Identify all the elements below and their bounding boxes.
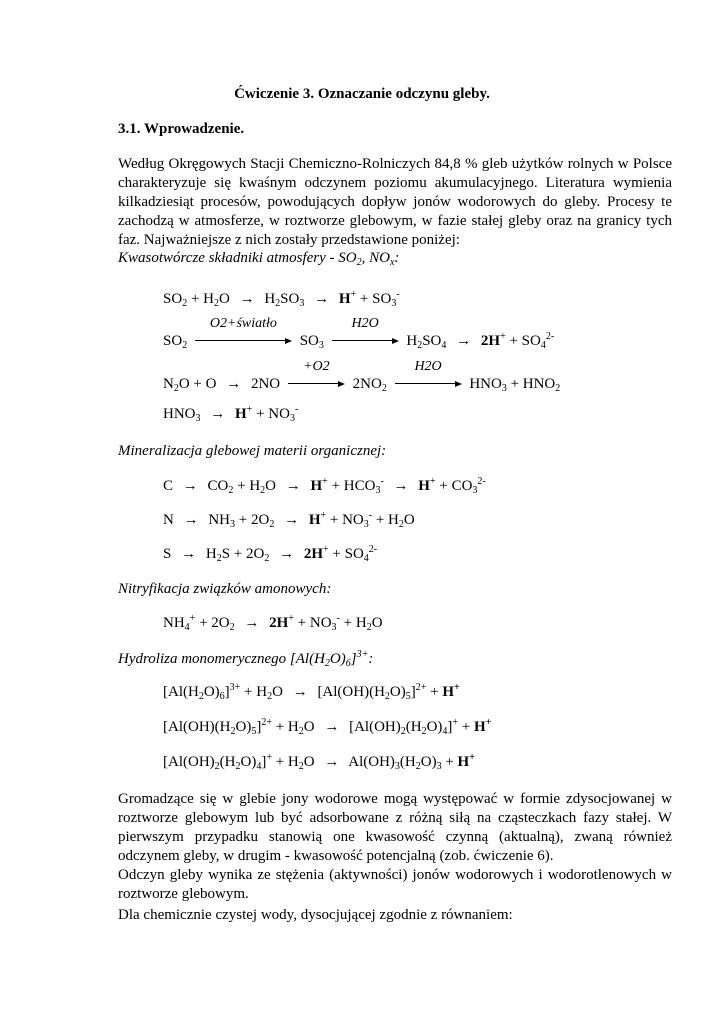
intro-paragraph: Według Okręgowych Stacji Chemiczno-Rolniczych 84,8 % gleb użytków rolnych w Polsce charakteryzuje się kwaśnym odczynem poziomu akumulacyjnego. Literatura wymienia kilkadziesiąt procesów, powodujących dopływ jonów wodorowych do gleby. Procesy te zachodzą w atmosferze, w roztworze glebowym, w fazie stałej gleby oraz na granicy tych faz. Najważniejsze z nich zostały przedstawione poniżej: bbox=[118, 156, 672, 248]
reaction-arrow bbox=[195, 316, 292, 350]
equation-carbon: $C \to CO_2 + H_2O \to H^+ + HCO_3^- \to H^+ + CO_3^{2-}$ bbox=[163, 476, 486, 496]
arrow-label: +O2 bbox=[303, 359, 330, 374]
paragraph-soil-reaction: Odczyn gleby wynika ze stężenia (aktywności) jonów wodorowych i wodorotlenowych w roztworze glebowym. bbox=[118, 867, 672, 902]
equation-nitrogen: $N \to NH_3 + 2O_2 \to H^+ + NO_3^- + H_2O$ bbox=[163, 510, 415, 530]
equation-hydrolysis-3: $[Al(OH)_2(H_2O)_4]^+ + H_2O \to Al(OH)_3(H_2O)_3 + H^+$ bbox=[163, 752, 475, 772]
arrow-label: H2O bbox=[414, 359, 442, 374]
subheading-nitrification: Nitryfikacja związków amonowych: bbox=[118, 581, 332, 597]
reaction-arrow bbox=[395, 359, 462, 393]
subheading-hydrolysis: Hydroliza monomerycznego $[Al(H_2O)_6]^{3+}$: bbox=[118, 649, 374, 669]
equation-ammonium: $NH_4^+ + 2O_2 \to 2H^+ + NO_3^- + H_2O$ bbox=[163, 613, 383, 633]
section-heading: 3.1. Wprowadzenie. bbox=[118, 121, 245, 137]
arrow-label: H2O bbox=[351, 316, 379, 331]
equation-n2o-oxidation: $N_2O + O \to 2NO$ +O2 $2NO_2$ H2O $HNO_3 + HNO_2$ bbox=[163, 359, 561, 394]
paragraph-hydrogen-ions: Gromadzące się w glebie jony wodorowe mogą występować w formie zdysocjowanej w roztworze glebowym lub być adsorbowane z różną siłą na cząsteczkach fazy stałej. W pierwszym przypadku stanowią one kwasowość czynną (aktualną), zwaną również odczynem gleby, w drugim - kwasowość potencjalną (zob. ćwiczenie 6). bbox=[118, 791, 672, 864]
equation-hydrolysis-1: $[Al(H_2O)_6]^{3+} + H_2O \to [Al(OH)(H_2O)_5]^{2+} + H^+$ bbox=[163, 682, 460, 702]
subheading-mineralization: Mineralizacja glebowej materii organicznej: bbox=[118, 443, 387, 459]
equation-so2-oxidation: $SO_2$ O2+światło $SO_3$ H2O $H_2SO_4 \to 2H^+ + SO_4^{2-}$ bbox=[163, 316, 555, 351]
equation-sulfur: $S \to H_2S + 2O_2 \to 2H^+ + SO_4^{2-}$ bbox=[163, 544, 378, 564]
equation-hno3-dissociation: $HNO_3 \to H^+ + NO_3^-$ bbox=[163, 404, 299, 424]
arrow-label: O2+światło bbox=[209, 316, 277, 331]
reaction-arrow bbox=[332, 316, 399, 350]
reaction-arrow bbox=[288, 359, 345, 393]
paragraph-pure-water: Dla chemicznie czystej wody, dysocjującej zgodnie z równaniem: bbox=[118, 907, 513, 923]
equation-so2-hydration: $SO_2 + H_2O \to H_2SO_3 \to H^+ + SO_3^-$ bbox=[163, 289, 400, 309]
page-title: Ćwiczenie 3. Oznaczanie odczynu gleby. bbox=[234, 86, 490, 102]
subheading-atmosphere: Kwasotwórcze składniki atmosfery - $SO_2$, $NO_x$: bbox=[118, 250, 400, 268]
equation-hydrolysis-2: $[Al(OH)(H_2O)_5]^{2+} + H_2O \to [Al(OH)_2(H_2O)_4]^+ + H^+$ bbox=[163, 717, 492, 737]
